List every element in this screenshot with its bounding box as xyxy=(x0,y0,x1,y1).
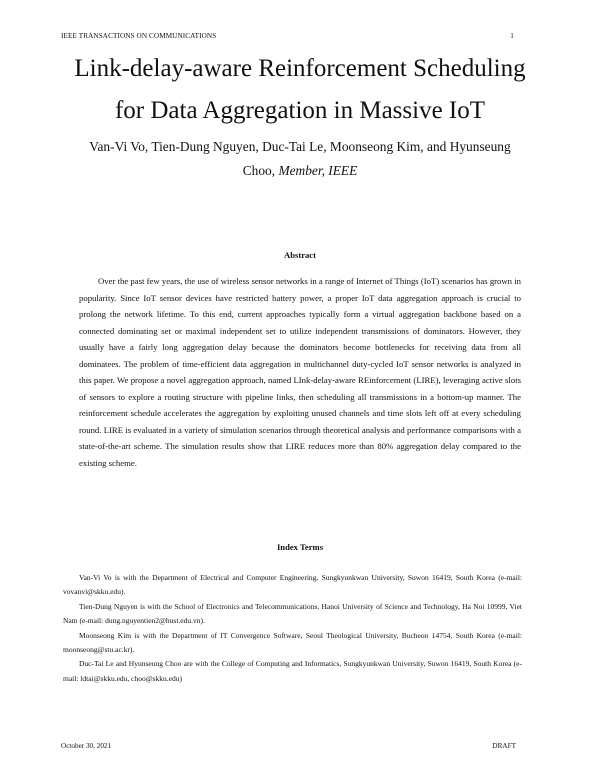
footnote-le-choo: Duc-Tai Le and Hyunseung Choo are with the College of Computing and Informatics, Sungkyunkwan University, Suwon 16419, South Korea (e-mail: ldtai@skku.edu, choo@skku.edu) xyxy=(63,659,522,683)
footnote-kim: Moonseong Kim is with the Department of IT Convergence Software, Seoul Theological University, Bucheon 14754, South Korea (e-mail: moonseong@stu.ac.kr). xyxy=(63,630,522,655)
last-author-name: Choo, xyxy=(242,163,279,178)
title-line-2: for Data Aggregation in Massive IoT xyxy=(114,97,486,124)
authors-line-2 xyxy=(40,159,560,183)
author-footnotes xyxy=(63,571,522,686)
abstract-paragraph: Over the past few years, the use of wireless sensor networks in a range of Internet of Things (IoT) scenarios has grown in popularity. Since IoT sensor devices have restricted battery power, a proper IoT data aggregation approach is crucial to prolong the network lifetime. To this end, current approaches typically form a virtual aggregation backbone based on a connected dominating set or maximal independent set to utilize independent transmissions of dominators. However, they usually have a fairly long aggregation delay because the dominators become bottlenecks for receiving data from all dominatees. The problem of time-efficient data aggregation in multichannel duty-cycled IoT sensor networks is analyzed in this paper. We propose a novel aggregation approach, named LInk-delay-aware REinforcement (LIRE), leveraging active slots of sensors to explore a routing structure with pipeline links, then scheduling all transmissions in a bottom-up manner. The reinforcement schedule accelerates the aggregation by exploiting unused channels and time slots left off at every scheduling round. LIRE is evaluated in a variety of simulation scenarios through theoretical analysis and performance comparisons with a state-of-the-art scheme. The simulation results show that LIRE reduces more than 80% aggregation delay compared to the existing scheme. xyxy=(79,276,521,468)
abstract-heading: Abstract xyxy=(284,250,316,260)
page-number: 1 xyxy=(510,32,514,40)
footer-status: DRAFT xyxy=(492,742,516,750)
footer-date: October 30, 2021 xyxy=(61,742,112,750)
paper-title xyxy=(40,48,560,132)
index-terms-heading: Index Terms xyxy=(276,542,324,552)
abstract-text xyxy=(79,273,521,471)
membership-role: Member, IEEE xyxy=(278,163,358,178)
footnote-nguyen: Tien-Dung Nguyen is with the School of Electronics and Telecommunications, Hanoi University of Science and Technology, Ha Noi 10999, Viet Nam (e-mail: dung.nguyentien2@hust.edu.vn). xyxy=(63,601,522,626)
author-list xyxy=(40,135,560,183)
running-header xyxy=(61,32,514,40)
authors-line-1: Van-Vi Vo, Tien-Dung Nguyen, Duc-Tai Le, Moonseong Kim, and Hyunseung xyxy=(89,139,511,154)
journal-name: IEEE TRANSACTIONS ON COMMUNICATIONS xyxy=(61,32,217,40)
title-line-1: Link-delay-aware Reinforcement Scheduling xyxy=(74,55,526,82)
footnote-vo: Van-Vi Vo is with the Department of Electrical and Computer Engineering, Sungkyunkwan University, Suwon 16419, South Korea (e-mail: vovanvi@skku.edu). xyxy=(63,573,522,597)
page-footer xyxy=(61,742,516,750)
